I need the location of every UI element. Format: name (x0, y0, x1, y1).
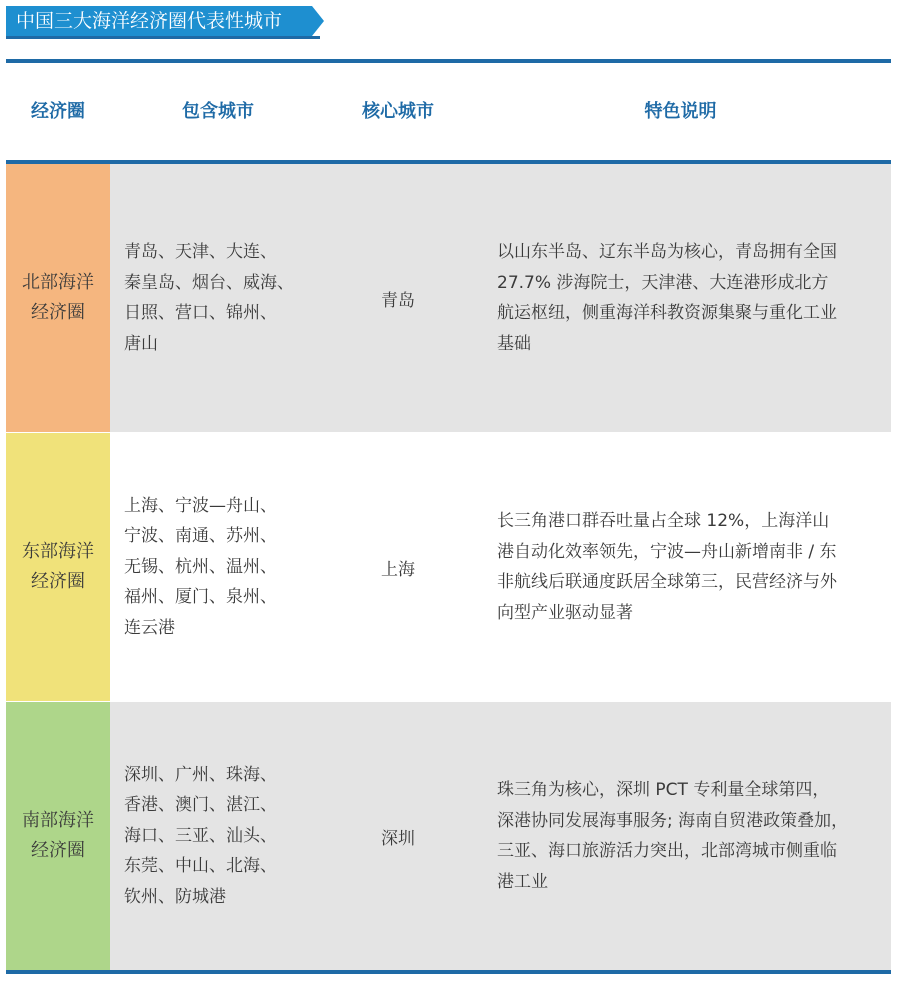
header-description: 特色说明 (644, 101, 717, 122)
description-line: 航运枢纽，侧重海洋科教资源集聚与重化工业 (497, 303, 837, 323)
cities-line: 东莞、中山、北海、 (124, 856, 277, 877)
core-city-cell: 深圳 (381, 828, 415, 849)
cities-line: 宁波、南通、苏州、 (124, 526, 277, 547)
circle-name-line: 经济圈 (31, 840, 85, 861)
circle-name-line: 经济圈 (31, 302, 85, 323)
cities-cell (110, 433, 326, 701)
description-line: 非航线后联通度跃居全球第三，民营经济与外 (497, 572, 837, 592)
circle-name-line: 经济圈 (31, 571, 85, 592)
cities-cell (110, 164, 326, 432)
circle-name-line: 北部海洋 (22, 272, 94, 293)
cities-line: 青岛、天津、大连、 (124, 242, 277, 262)
description-line: 基础 (497, 333, 531, 354)
circle-cell (6, 164, 110, 432)
description-line: 长三角港口群吞吐量占全球 12%，上海洋山 (497, 511, 830, 531)
description-line: 三亚、海口旅游活力突出，北部湾城市侧重临 (497, 841, 837, 861)
table-header (6, 63, 891, 160)
cities-line: 福州、厦门、泉州、 (124, 587, 277, 608)
description-cell (470, 433, 891, 701)
table-row-east (6, 433, 891, 701)
description-line: 27.7% 涉海院士，天津港、大连港形成北方 (497, 272, 829, 293)
cities-line: 日照、营口、锦州、 (124, 303, 277, 323)
description-line: 以山东半岛、辽东半岛为核心，青岛拥有全国 (497, 242, 837, 262)
core-city-cell: 青岛 (381, 290, 415, 311)
circle-cell (6, 433, 110, 701)
header-circle: 经济圈 (31, 101, 85, 122)
description-line: 港工业 (497, 871, 548, 892)
table-row-north (6, 164, 891, 432)
section-title-banner (6, 6, 324, 36)
cities-line: 唐山 (124, 333, 158, 354)
cities-line: 无锡、杭州、温州、 (124, 556, 277, 577)
cities-line: 海口、三亚、汕头、 (124, 825, 277, 846)
cities-cell (110, 702, 326, 970)
core-city-cell: 上海 (381, 559, 415, 580)
cities-line: 钦州、防城港 (124, 886, 226, 907)
description-cell (470, 164, 891, 432)
cities-line: 上海、宁波—舟山、 (124, 495, 277, 516)
cities-line: 香港、澳门、湛江、 (124, 795, 277, 816)
description-cell (470, 702, 891, 970)
title-underline (6, 36, 320, 39)
page-title: 中国三大海洋经济圈代表性城市 (16, 10, 283, 32)
header-cities: 包含城市 (182, 101, 254, 122)
circle-name-line: 南部海洋 (22, 810, 94, 831)
header-core-city: 核心城市 (362, 101, 434, 122)
cities-line: 秦皇岛、烟台、威海、 (124, 272, 294, 293)
circle-cell (6, 702, 110, 970)
description-line: 深港协同发展海事服务; 海南自贸港政策叠加， (497, 810, 849, 831)
description-line: 港自动化效率领先，宁波—舟山新增南非 / 东 (497, 541, 837, 562)
table-bottom-rule (6, 970, 891, 974)
cities-line: 深圳、广州、珠海、 (124, 764, 277, 785)
cities-line: 连云港 (124, 617, 175, 638)
circle-name-line: 东部海洋 (22, 541, 94, 562)
table-row-south (6, 702, 891, 970)
description-line: 向型产业驱动显著 (497, 602, 633, 623)
description-line: 珠三角为核心，深圳 PCT 专利量全球第四， (497, 780, 830, 800)
